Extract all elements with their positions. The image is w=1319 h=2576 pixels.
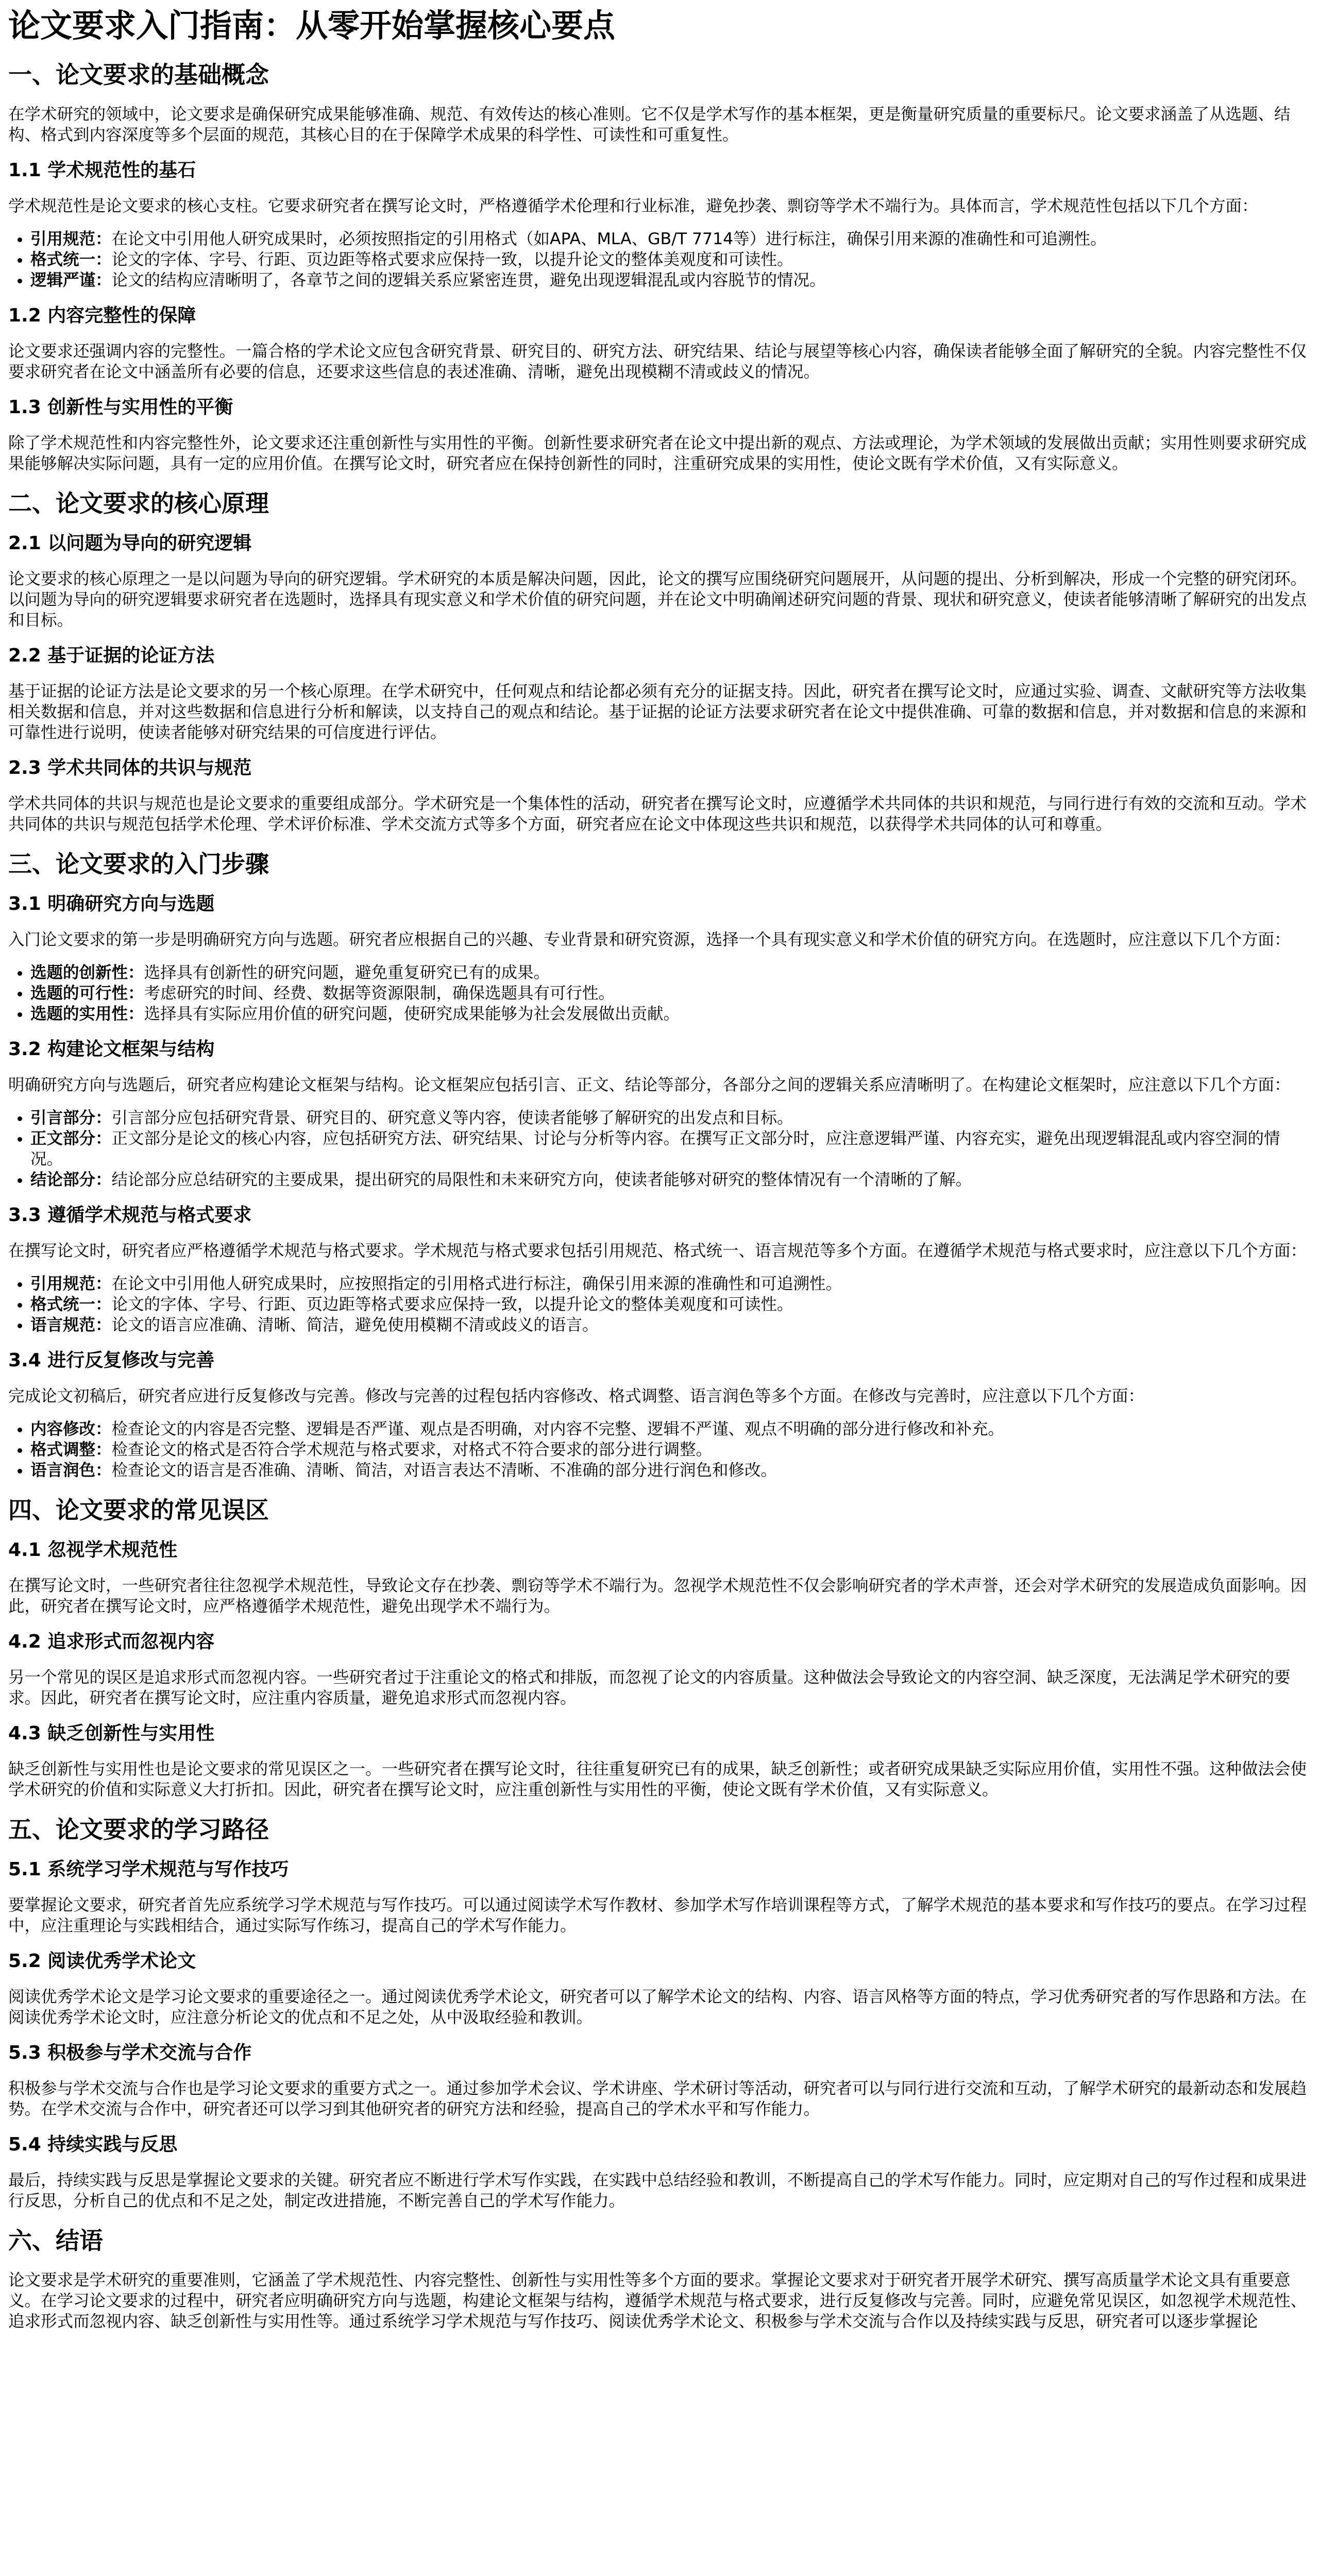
subsection-heading: 2.2 基于证据的论证方法 (8, 645, 215, 666)
list-item-label: 选题的创新性： (30, 963, 144, 982)
section (8, 489, 1311, 835)
list-item (30, 1108, 1311, 1128)
subsection-heading: 2.1 以问题为导向的研究逻辑 (8, 533, 252, 554)
bullet-list (8, 1274, 1311, 1335)
list-item-label: 内容修改： (30, 1420, 112, 1438)
list-item-label: 选题的实用性： (30, 1005, 144, 1023)
list-item (30, 229, 1311, 249)
subsection-heading: 5.3 积极参与学术交流与合作 (8, 2042, 252, 2063)
paragraph: 缺乏创新性与实用性也是论文要求的常见误区之一。一些研究者在撰写论文时，往往重复研究已有的成果，缺乏创新性；或者研究成果缺乏实际应用价值，实用性不强。这种做法会使学术研究的价值和实际意义大打折扣。因此，研究者在撰写论文时，应注重创新性与实用性的平衡，使论文既有学术价值，又有实际意义。 (8, 1760, 1307, 1799)
list-item-label: 引言部分： (30, 1109, 112, 1127)
list-item-label: 正文部分： (30, 1129, 112, 1148)
list-item (30, 1004, 1311, 1024)
paragraph: 论文要求的核心原理之一是以问题为导向的研究逻辑。学术研究的本质是解决问题，因此，论文的撰写应围绕研究问题展开，从问题的提出、分析到解决，形成一个完整的研究闭环。以问题为导向的研究逻辑要求研究者在选题时，选择具有现实意义和学术价值的研究问题，并在论文中明确阐述研究问题的背景、现状和研究意义，使读者能够清晰了解研究的出发点和目标。 (8, 570, 1307, 630)
list-item-text: 在论文中引用他人研究成果时，必须按照指定的引用格式（如APA、MLA、GB/T 7714等）进行标注，确保引用来源的准确性和可追溯性。 (111, 230, 1107, 248)
paragraph: 除了学术规范性和内容完整性外，论文要求还注重创新性与实用性的平衡。创新性要求研究者在论文中提出新的观点、方法或理论，为学术领域的发展做出贡献；实用性则要求研究成果能够解决实际问题，具有一定的应用价值。在撰写论文时，研究者应在保持创新性的同时，注重研究成果的实用性，使论文既有学术价值，又有实际意义。 (8, 434, 1307, 473)
list-item-label: 引用规范： (30, 1275, 112, 1293)
paragraph: 论文要求是学术研究的重要准则，它涵盖了学术规范性、内容完整性、创新性与实用性等多个方面的要求。掌握论文要求对于研究者开展学术研究、撰写高质量学术论文具有重要意义。在学习论文要求的过程中，研究者应明确研究方向与选题，构建论文框架与结构，遵循学术规范与格式要求，进行反复修改与完善。同时，应避免常见误区，如忽视学术规范性、追求形式而忽视内容、缺乏创新性与实用性等。通过系统学习学术规范与写作技巧、阅读优秀学术论文、积极参与学术交流与合作以及持续实践与反思，研究者可以逐步掌握论 (8, 2271, 1307, 2331)
list-item-text: 考虑研究的时间、经费、数据等资源限制，确保选题具有可行性。 (144, 984, 615, 1003)
section (8, 1816, 1311, 2211)
paragraph: 完成论文初稿后，研究者应进行反复修改与完善。修改与完善的过程包括内容修改、格式调整、语言润色等多个方面。在修改与完善时，应注意以下几个方面： (8, 1387, 1145, 1405)
list-item-label: 结论部分： (30, 1171, 112, 1189)
section (8, 850, 1311, 1481)
subsection-heading: 4.2 追求形式而忽视内容 (8, 1631, 215, 1652)
section-heading: 五、论文要求的学习路径 (8, 1816, 269, 1843)
list-item-text: 论文的结构应清晰明了，各章节之间的逻辑关系应紧密连贯，避免出现逻辑混乱或内容脱节的情况。 (111, 271, 826, 290)
list-item-label: 语言润色： (30, 1461, 112, 1480)
list-item-text: 选择具有实际应用价值的研究问题，使研究成果能够为社会发展做出贡献。 (144, 1005, 680, 1023)
paragraph: 在撰写论文时，一些研究者往往忽视学术规范性，导致论文存在抄袭、剽窃等学术不端行为。忽视学术规范性不仅会影响研究者的学术声誉，还会对学术研究的发展造成负面影响。因此，研究者在撰写论文时，应严格遵循学术规范性，避免出现学术不端行为。 (8, 1577, 1307, 1616)
list-item (30, 1274, 1311, 1294)
subsection-heading: 5.4 持续实践与反思 (8, 2134, 178, 2155)
paragraph: 学术共同体的共识与规范也是论文要求的重要组成部分。学术研究是一个集体性的活动，研究者在撰写论文时，应遵循学术共同体的共识和规范，与同行进行有效的交流和互动。学术共同体的共识与规范包括学术伦理、学术评价标准、学术交流方式等多个方面，研究者应在论文中体现这些共识和规范，以获得学术共同体的认可和尊重。 (8, 794, 1307, 834)
list-item (30, 1294, 1311, 1315)
paragraph: 基于证据的论证方法是论文要求的另一个核心原理。在学术研究中，任何观点和结论都必须有充分的证据支持。因此，研究者在撰写论文时，应通过实验、调查、文献研究等方法收集相关数据和信息，并对这些数据和信息进行分析和解读，以支持自己的观点和结论。基于证据的论证方法要求研究者在论文中提供准确、可靠的数据和信息，并对数据和信息的来源和可靠性进行说明，使读者能够对研究结果的可信度进行评估。 (8, 682, 1307, 742)
page-title: 论文要求入门指南：从零开始掌握核心要点 (8, 7, 616, 44)
document-body (8, 61, 1311, 2332)
section (8, 61, 1311, 474)
section-heading: 六、结语 (8, 2227, 103, 2255)
list-item-label: 格式统一： (30, 1295, 112, 1314)
list-item-text: 论文的字体、字号、行距、页边距等格式要求应保持一致，以提升论文的整体美观度和可读性。 (111, 250, 793, 269)
list-item-text: 结论部分应总结研究的主要成果，提出研究的局限性和未来研究方向，使读者能够对研究的整体情况有一个清晰的了解。 (111, 1171, 972, 1189)
subsection-heading: 1.3 创新性与实用性的平衡 (8, 397, 233, 418)
subsection-heading: 1.1 学术规范性的基石 (8, 160, 196, 181)
paragraph: 另一个常见的误区是追求形式而忽视内容。一些研究者过于注重论文的格式和排版，而忽视了论文的内容质量。这种做法会导致论文的内容空洞、缺乏深度，无法满足学术研究的要求。因此，研究者在撰写论文时，应注重内容质量，避免追求形式而忽视内容。 (8, 1668, 1291, 1707)
section (8, 1496, 1311, 1800)
paragraph: 学术规范性是论文要求的核心支柱。它要求研究者在撰写论文时，严格遵循学术伦理和行业标准，避免抄袭、剽窃等学术不端行为。具体而言，学术规范性包括以下几个方面： (8, 197, 1258, 215)
list-item-label: 格式调整： (30, 1440, 112, 1459)
subsection-heading: 1.2 内容完整性的保障 (8, 305, 196, 326)
list-item-label: 选题的可行性： (30, 984, 144, 1003)
section-heading: 三、论文要求的入门步骤 (8, 850, 269, 878)
list-item (30, 983, 1311, 1004)
section-heading: 二、论文要求的核心原理 (8, 489, 269, 517)
list-item-text: 检查论文的内容是否完整、逻辑是否严谨、观点是否明确，对内容不完整、逻辑不严谨、观点不明确的部分进行修改和补充。 (111, 1420, 1005, 1438)
list-item (30, 1170, 1311, 1190)
paragraph: 在学术研究的领域中，论文要求是确保研究成果能够准确、规范、有效传达的核心准则。它不仅是学术写作的基本框架，更是衡量研究质量的重要标尺。论文要求涵盖了从选题、结构、格式到内容深度等多个层面的规范，其核心目的在于保障学术成果的科学性、可读性和可重复性。 (8, 105, 1291, 144)
list-item-label: 格式统一： (30, 250, 112, 269)
subsection-heading: 4.3 缺乏创新性与实用性 (8, 1723, 215, 1744)
subsection-heading: 2.3 学术共同体的共识与规范 (8, 757, 252, 778)
list-item (30, 1419, 1311, 1439)
list-item (30, 1460, 1311, 1481)
subsection-heading: 3.1 明确研究方向与选题 (8, 893, 215, 914)
subsection-heading: 3.3 遵循学术规范与格式要求 (8, 1205, 252, 1226)
list-item-label: 语言规范： (30, 1316, 112, 1334)
list-item-text: 正文部分是论文的核心内容，应包括研究方法、研究结果、讨论与分析等内容。在撰写正文部分时，应注意逻辑严谨、内容充实，避免出现逻辑混乱或内容空洞的情况。 (30, 1129, 1280, 1168)
subsection-heading: 3.2 构建论文框架与结构 (8, 1039, 215, 1060)
list-item (30, 249, 1311, 270)
list-item-text: 在论文中引用他人研究成果时，应按照指定的引用格式进行标注，确保引用来源的准确性和可追溯性。 (111, 1275, 842, 1293)
list-item-text: 检查论文的格式是否符合学术规范与格式要求，对格式不符合要求的部分进行调整。 (111, 1440, 713, 1459)
subsection-heading: 5.2 阅读优秀学术论文 (8, 1951, 196, 1972)
list-item (30, 1439, 1311, 1460)
section (8, 2227, 1311, 2332)
list-item-text: 引言部分应包括研究背景、研究目的、研究意义等内容，使读者能够了解研究的出发点和目标。 (111, 1109, 793, 1127)
list-item-text: 论文的语言应准确、清晰、简洁，避免使用模糊不清或歧义的语言。 (111, 1316, 599, 1334)
paragraph: 积极参与学术交流与合作也是学习论文要求的重要方式之一。通过参加学术会议、学术讲座、学术研讨等活动，研究者可以与同行进行交流和互动，了解学术研究的最新动态和发展趋势。在学术交流与合作中，研究者还可以学习到其他研究者的研究方法和经验，提高自己的学术水平和写作能力。 (8, 2079, 1307, 2119)
subsection-heading: 3.4 进行反复修改与完善 (8, 1350, 215, 1371)
bullet-list (8, 962, 1311, 1024)
list-item-text: 论文的字体、字号、行距、页边距等格式要求应保持一致，以提升论文的整体美观度和可读性。 (111, 1295, 793, 1314)
paragraph: 明确研究方向与选题后，研究者应构建论文框架与结构。论文框架应包括引言、正文、结论等部分，各部分之间的逻辑关系应清晰明了。在构建论文框架时，应注意以下几个方面： (8, 1076, 1291, 1094)
paragraph: 要掌握论文要求，研究者首先应系统学习学术规范与写作技巧。可以通过阅读学术写作教材、参加学术写作培训课程等方式，了解学术规范的基本要求和写作技巧的要点。在学习过程中，应注重理论与实践相结合，通过实际写作练习，提高自己的学术写作能力。 (8, 1896, 1307, 1935)
list-item (30, 1128, 1311, 1170)
list-item-text: 选择具有创新性的研究问题，避免重复研究已有的成果。 (144, 963, 550, 982)
list-item-label: 引用规范： (30, 230, 112, 248)
paragraph: 论文要求还强调内容的完整性。一篇合格的学术论文应包含研究背景、研究目的、研究方法、研究结果、结论与展望等核心内容，确保读者能够全面了解研究的全貌。内容完整性不仅要求研究者在论文中涵盖所有必要的信息，还要求这些信息的表述准确、清晰，避免出现模糊不清或歧义的情况。 (8, 342, 1307, 381)
list-item (30, 962, 1311, 983)
list-item (30, 270, 1311, 291)
bullet-list (8, 1108, 1311, 1190)
section-heading: 一、论文要求的基础概念 (8, 61, 269, 89)
section-heading: 四、论文要求的常见误区 (8, 1496, 269, 1524)
list-item (30, 1315, 1311, 1335)
list-item-label: 逻辑严谨： (30, 271, 112, 290)
list-item-text: 检查论文的语言是否准确、清晰、简洁，对语言表达不清晰、不准确的部分进行润色和修改。 (111, 1461, 777, 1480)
paragraph: 在撰写论文时，研究者应严格遵循学术规范与格式要求。学术规范与格式要求包括引用规范、格式统一、语言规范等多个方面。在遵循学术规范与格式要求时，应注意以下几个方面： (8, 1242, 1307, 1260)
paragraph: 入门论文要求的第一步是明确研究方向与选题。研究者应根据自己的兴趣、专业背景和研究资源，选择一个具有现实意义和学术价值的研究方向。在选题时，应注意以下几个方面： (8, 930, 1291, 949)
bullet-list (8, 229, 1311, 291)
paragraph: 阅读优秀学术论文是学习论文要求的重要途径之一。通过阅读优秀学术论文，研究者可以了解学术论文的结构、内容、语言风格等方面的特点，学习优秀研究者的写作思路和方法。在阅读优秀学术论文时，应注意分析论文的优点和不足之处，从中汲取经验和教训。 (8, 1988, 1307, 2027)
paragraph: 最后，持续实践与反思是掌握论文要求的关键。研究者应不断进行学术写作实践，在实践中总结经验和教训，不断提高自己的学术写作能力。同时，应定期对自己的写作过程和成果进行反思，分析自己的优点和不足之处，制定改进措施，不断完善自己的学术写作能力。 (8, 2171, 1307, 2210)
subsection-heading: 4.1 忽视学术规范性 (8, 1539, 178, 1561)
bullet-list (8, 1419, 1311, 1481)
subsection-heading: 5.1 系统学习学术规范与写作技巧 (8, 1859, 289, 1880)
